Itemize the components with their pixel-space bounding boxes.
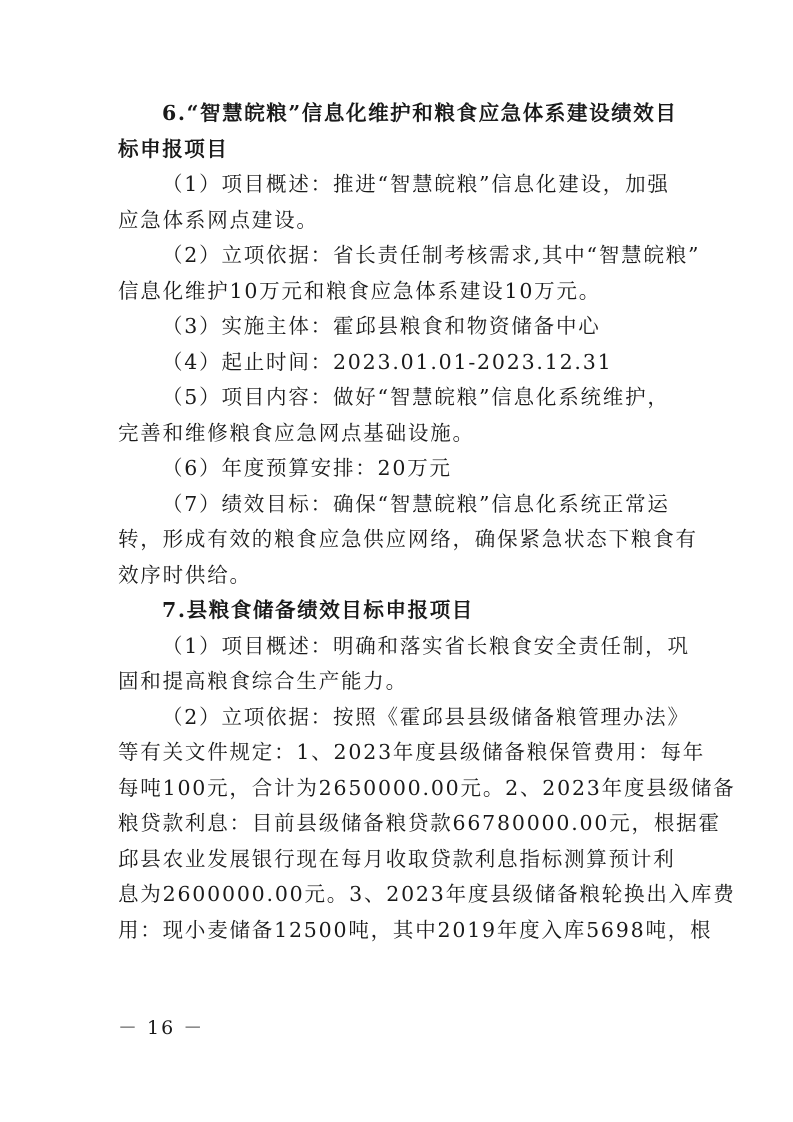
text-line: 等有关文件规定：1、2023年度县级储备粮保管费用：每年 [118,740,706,764]
text-line: （6）年度预算安排：20万元 [162,456,452,480]
text-line: （5）项目内容：做好“智慧皖粮”信息化系统维护， [162,385,670,409]
text-line: 标申报项目 [118,136,229,161]
text-line: （1）项目概述：明确和落实省长粮食安全责任制，巩 [162,633,690,658]
text-line: （2）立项依据：按照《霍邱县县级储备粮管理办法》 [162,704,690,729]
text-line: 转，形成有效的粮食应急供应网络，确保紧急状态下粮食有 [118,527,698,551]
text-line: 粮贷款利息：目前县级储备粮贷款66780000.00元，根据霍 [118,811,721,835]
document-body [118,96,736,948]
text-line: 邱县农业发展银行现在每月收取贷款利息指标测算预计利 [118,846,676,871]
text-line: （7）绩效目标：确保“智慧皖粮”信息化系统正常运 [162,491,670,516]
text-line: 7.县粮食储备绩效目标申报项目 [162,598,474,622]
text-line: 效序时供给。 [118,562,252,587]
text-line: 每吨100元，合计为2650000.00元。2、2023年度县级储备 [118,775,736,800]
text-line: （3）实施主体：霍邱县粮食和物资储备中心 [162,314,601,338]
text-line: 息为2600000.00元。3、2023年度县级储备粮轮换出入库费 [118,882,736,906]
text-line: 6.“智慧皖粮”信息化维护和粮食应急体系建设绩效目 [162,101,678,125]
text-line: （4）起止时间：2023.01.01-2023.12.31 [162,349,613,374]
text-line: 固和提高粮食综合生产能力。 [118,669,408,693]
text-line: 用：现小麦储备12500吨，其中2019年度入库5698吨，根 [118,917,713,942]
page-number: － 16 － [118,1017,205,1039]
text-line: （2）立项依据：省长责任制考核需求,其中“智慧皖粮” [162,243,701,267]
text-line: 信息化维护10万元和粮食应急体系建设10万元。 [118,278,602,303]
text-line: 完善和维修粮食应急网点基础设施。 [118,420,475,445]
text-line: 应急体系网点建设。 [118,207,319,232]
text-line: （1）项目概述：推进“智慧皖粮”信息化建设，加强 [162,172,670,196]
